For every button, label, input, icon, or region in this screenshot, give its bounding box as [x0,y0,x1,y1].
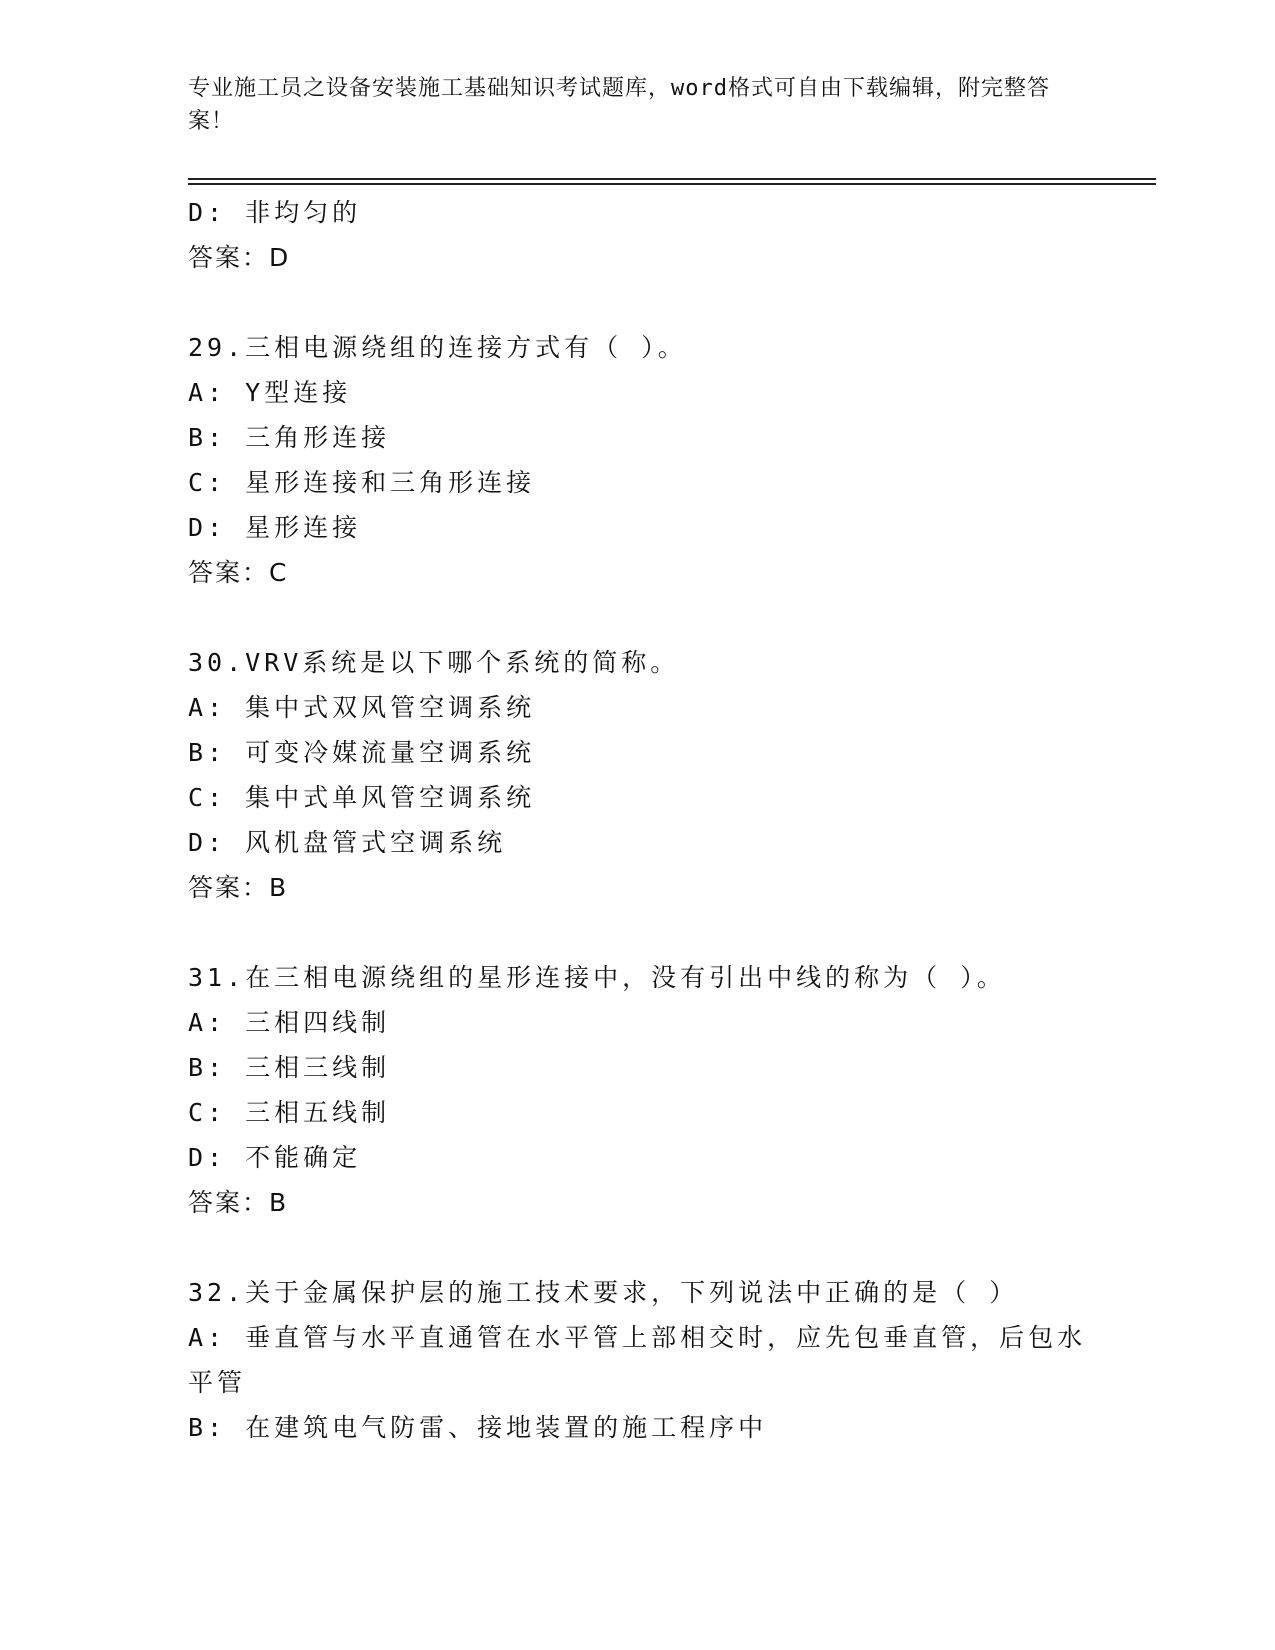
option-c: C: 集中式单风管空调系统 [188,783,536,812]
page-header: 专业施工员之设备安装施工基础知识考试题库，word格式可自由下载编辑，附完整答案！ [188,76,1050,134]
option-b: B: 三相三线制 [188,1053,391,1082]
spacer [188,910,1088,955]
option-a: A: 三相四线制 [188,1008,391,1037]
spacer [188,595,1088,640]
option-d: D: 不能确定 [188,1143,362,1172]
option-b: B: 三角形连接 [188,423,391,452]
answer-line: 答案：B [188,873,289,902]
spacer [188,280,1088,325]
question-stem: 30.VRV系统是以下哪个系统的简称。 [188,648,680,677]
header-divider-bottom [188,183,1156,185]
option-b: B: 可变冷媒流量空调系统 [188,738,536,767]
answer-line: 答案：B [188,1188,289,1217]
question-stem: 29.三相电源绕组的连接方式有（ ）。 [188,333,687,362]
option-d: D: 星形连接 [188,513,362,542]
question-stem: 31.在三相电源绕组的星形连接中，没有引出中线的称为（ ）。 [188,963,1006,992]
option-a: A: 集中式双风管空调系统 [188,693,536,722]
spacer [188,1225,1088,1270]
question-list [188,190,1088,1450]
option-b: B: 在建筑电气防雷、接地装置的施工程序中 [188,1413,768,1442]
option-d: D: 风机盘管式空调系统 [188,828,507,857]
option-a: A: Y型连接 [188,378,352,407]
question-32 [188,1270,1088,1450]
question-stem: 32.关于金属保护层的施工技术要求，下列说法中正确的是（ ） [188,1278,1019,1307]
option-c: C: 三相五线制 [188,1098,391,1127]
answer-line: 答案：D [188,243,291,272]
answer-line: 答案：C [188,558,289,587]
option-d: D: 非均匀的 [188,198,362,227]
option-a: A: 垂直管与水平直通管在水平管上部相交时，应先包垂直管，后包水平管 [188,1323,1087,1397]
question-31 [188,955,1088,1225]
option-c: C: 星形连接和三角形连接 [188,468,536,497]
question-30 [188,640,1088,910]
question-29 [188,325,1088,595]
header-divider-top [188,178,1156,180]
